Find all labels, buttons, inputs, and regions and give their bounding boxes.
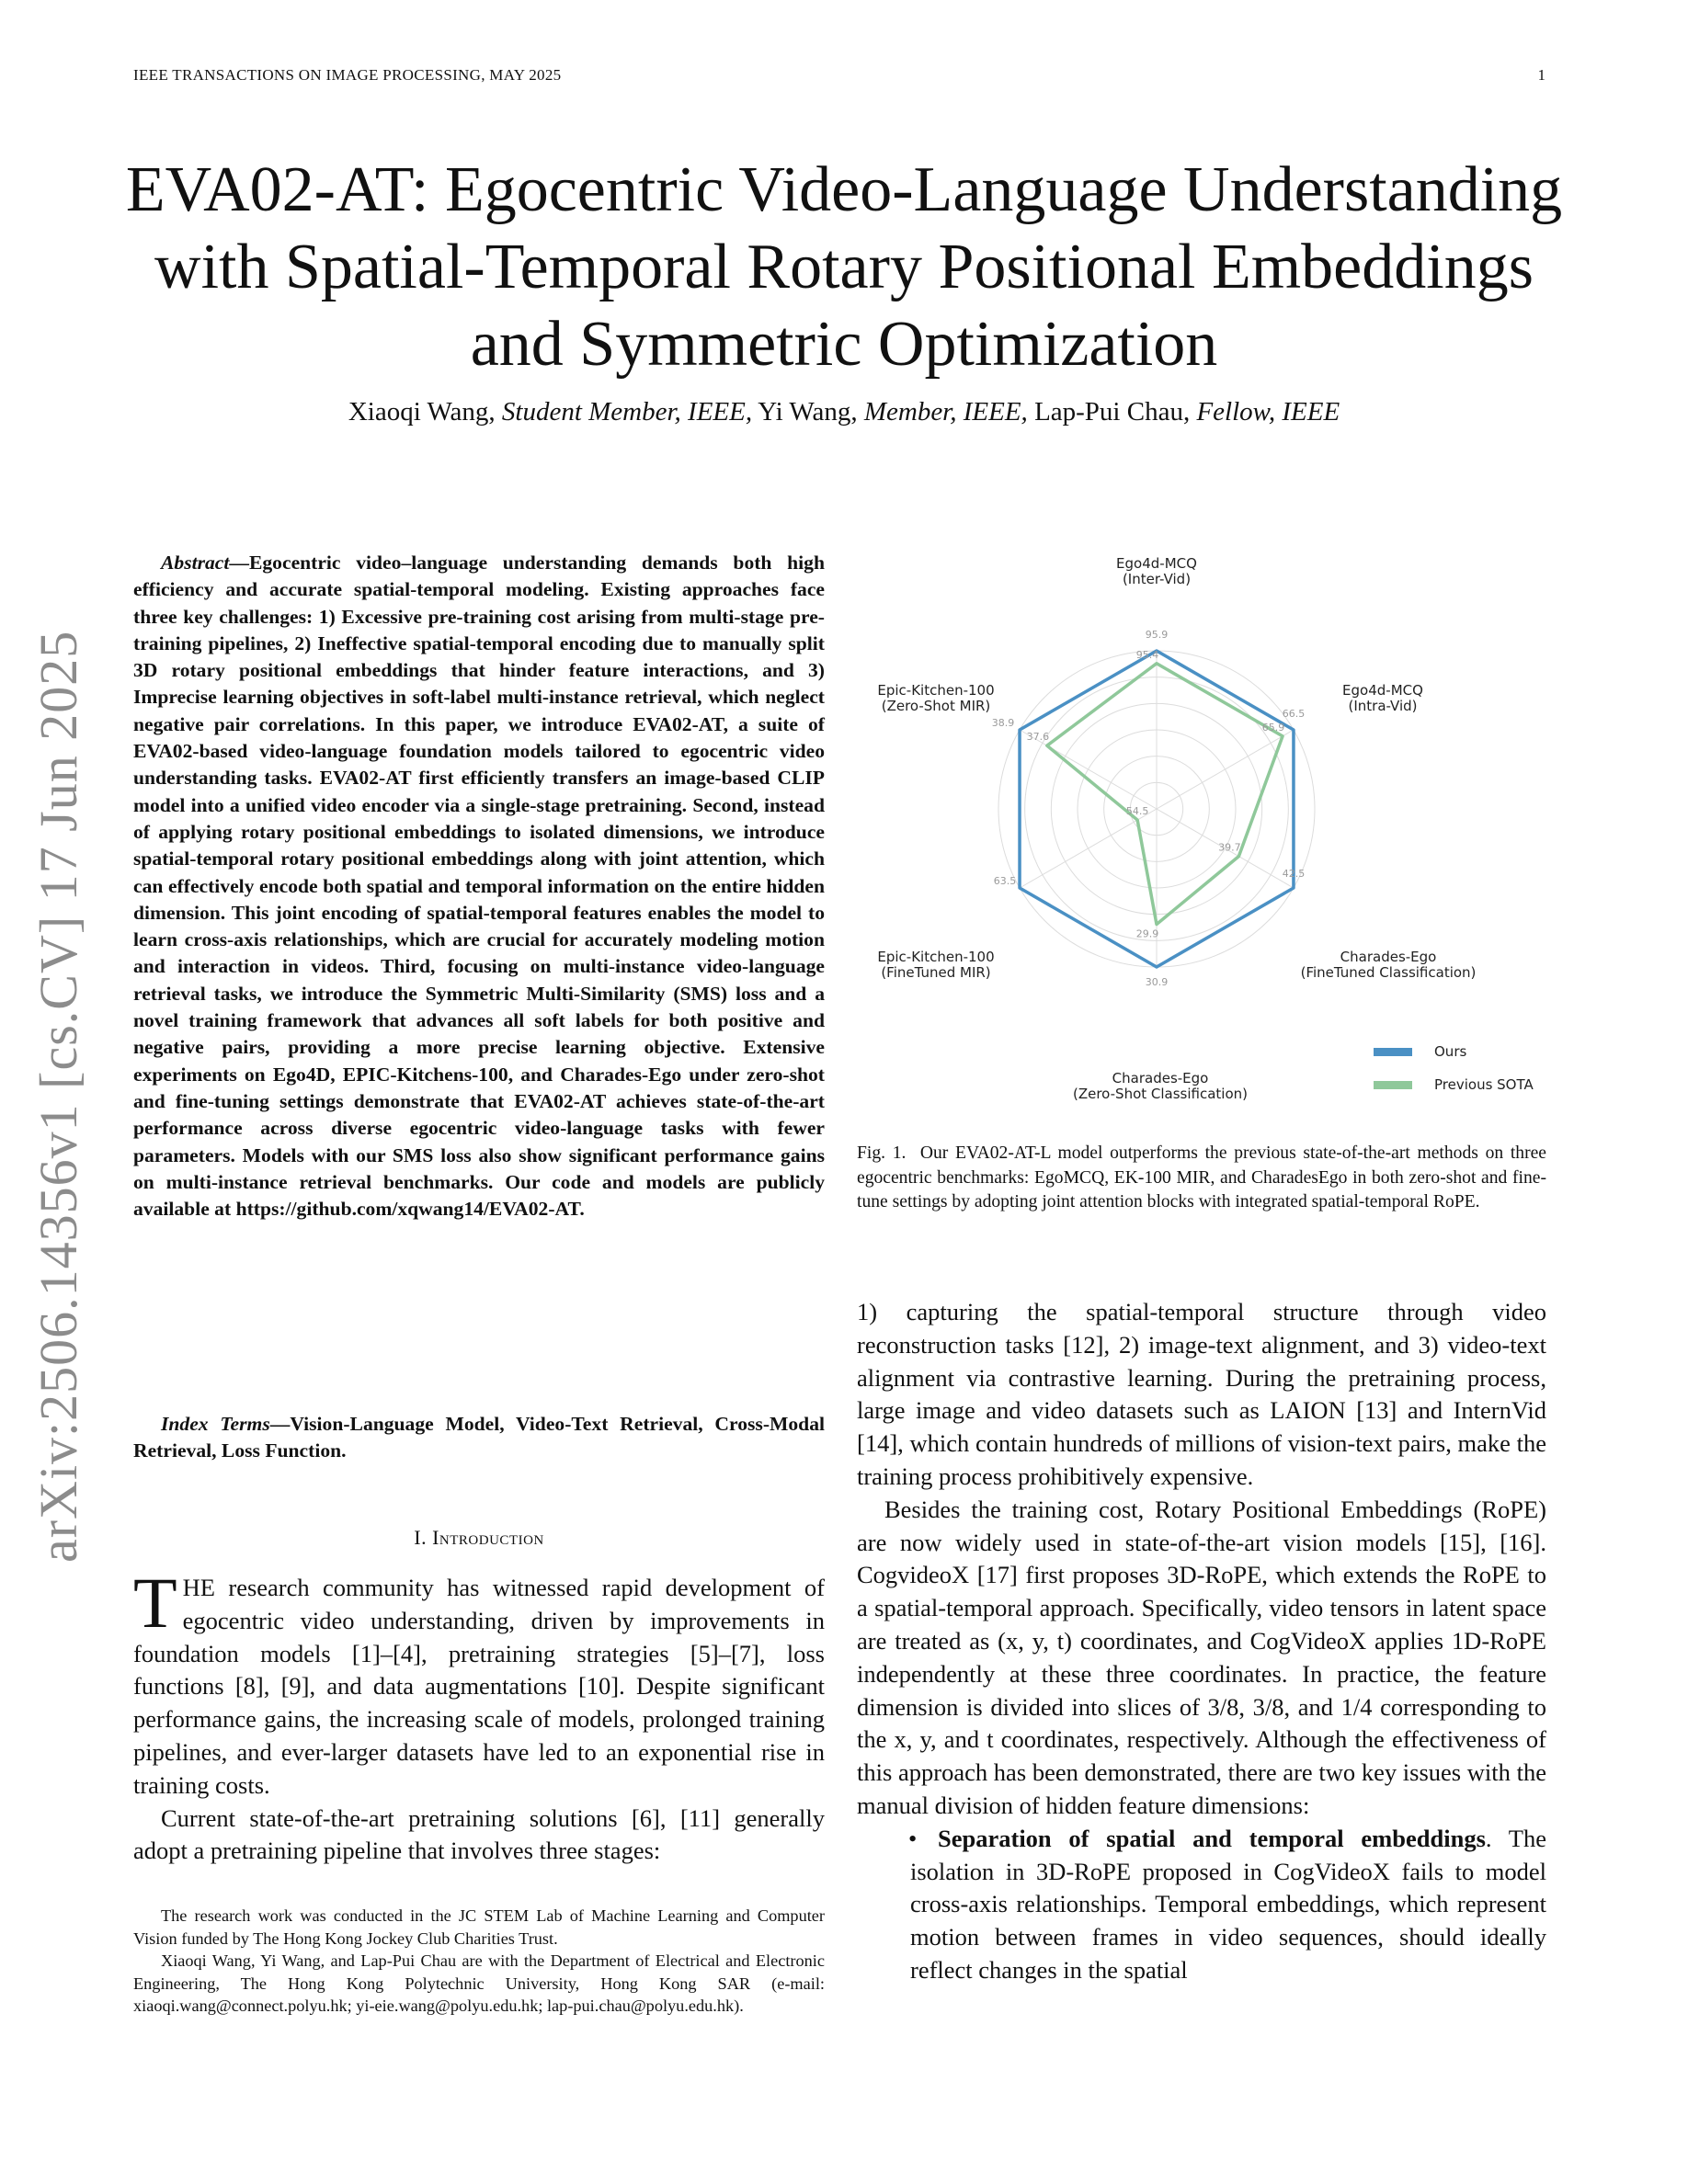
axis-label: Ego4d-MCQ [1342,682,1423,699]
abstract-text: —Egocentric video–language understanding demands both high efficiency and accurate spatial-temporal modeling. Existing approaches face three key challenges: 1) Excessive pre-training cost arising from multi-stage pre-training pipelines, 2) Ineffective spatial-temporal encoding due to manually split 3D rotary positional embeddings that hinder feature interactions, and 3) Imprecise learning objectives in soft-label multi-instance retrieval, which neglect negative pair correlations. In this paper, we introduce EVA02-AT, a suite of EVA02-based video-language foundation models tailored to egocentric video understanding tasks. EVA02-AT first efficiently transfers an image-based CLIP model into a unified video encoder via a single-stage pretraining. Second, instead of applying rotary positional embeddings to isolated dimensions, we introduce spatial-temporal rotary positional embeddings along with joint attention, which can effectively encode both spatial and temporal information on the entire hidden dimension. This joint encoding of spatial-temporal features enables the model to learn cross-axis relationships, which are crucial for accurately modeling motion and interaction in videos. Third, focusing on multi-instance video-language retrieval tasks, we introduce the Symmetric Multi-Similarity (SMS) loss and a novel training framework that advances all soft labels for both positive and negative pairs, providing a more precise learning objective. Extensive experiments on Ego4D, EPIC-Kitchens-100, and Charades-Ego under zero-shot and fine-tuning settings demonstrate that EVA02-AT achieves state-of-the-art performance across diverse egocentric video-language tasks with fewer parameters. Models with our SMS loss also show significant performance gains on multi-instance retrieval benchmarks. Our code and models are publicly available at https://github.com/xqwang14/EVA02-AT. [133,552,825,1221]
running-head: IEEE TRANSACTIONS ON IMAGE PROCESSING, MAY 2025 [133,66,562,84]
section-title: Introduction [432,1526,544,1549]
drop-cap: T [133,1563,177,1643]
previous-sota-value-label: 65.9 [1261,721,1285,734]
section-numeral: I. [414,1526,428,1549]
author-name: Lap-Pui Chau, [1034,397,1191,427]
intro-paragraph-1: HE research community has witnessed rapid development of egocentric video understanding, driven by improvements in foundation models [1]–[4], pretraining strategies [5]–[7], loss functions [8], [9], and data augmentations [10]. Despite significant performance gains, the increasing scale of models, prolonged training pipelines, and ever-larger datasets have led to an exponential rise in training costs. [133,1574,825,1799]
grid-spoke [1157,730,1294,809]
axis-label: (FineTuned MIR) [881,964,991,981]
caption-text: Our EVA02-AT-L model outperforms the previous state-of-the-art methods on three egocentric benchmarks: EgoMCQ, EK-100 MIR, and CharadesEgo in both zero-shot and fine-tune settings by adopting joint attention blocks with integrated spatial-temporal RoPE. [857,1143,1547,1211]
abstract-label: Abstract [161,552,230,574]
intro-paragraph-2: Current state-of-the-art pretraining solutions [6], [11] generally adopt a pretraining pipeline that involves three stages: [133,1803,825,1865]
axis-label: (FineTuned Classification) [1300,964,1477,981]
section-heading [133,1526,825,1550]
previous-sota-value-label: 29.9 [1135,927,1159,940]
bullet-heading: Separation of spatial and temporal embeddings [938,1824,1486,1852]
ours-value-label: 42.5 [1282,868,1306,880]
introduction-text [133,1563,825,1868]
footnote-affiliation: Xiaoqi Wang, Yi Wang, and Lap-Pui Chau are with the Department of Electrical and Electronic Engineering, The Hong Kong Polytechnic University, Hong Kong SAR (e-mail: xiaoqi.wang@connect.polyu.hk; yi-eie.wang@polyu.edu.hk; lap-pui.chau@polyu.edu.hk). [133,1951,825,2015]
previous-sota-value-label: 54.5 [1125,805,1149,818]
author-role: Fellow, IEEE [1196,397,1340,427]
axis-label: Ego4d-MCQ [1116,555,1197,572]
intro-paragraph [133,1563,825,1803]
axis-label: Epic-Kitchen-100 [877,682,995,699]
author-name: Yi Wang, [758,397,858,427]
previous-sota-value-label: 39.7 [1218,841,1241,854]
bullet-item [857,1823,1546,1987]
page-number: 1 [1537,66,1545,84]
radar-chart-figure [857,550,1546,1138]
figure-caption [857,1142,1546,1215]
legend-swatch [1374,1081,1412,1089]
ours-value-label: 63.5 [993,875,1017,887]
axis-label: (Inter-Vid) [1122,571,1192,587]
legend-label: Previous SOTA [1434,1076,1534,1093]
previous-sota-value-label: 37.6 [1026,731,1050,744]
index-terms-label: Index Terms [161,1413,270,1435]
footnote [133,1905,825,2018]
axis-label: (Intra-Vid) [1348,698,1418,714]
body-paragraph-1: 1) capturing the spatial-temporal structure through video reconstruction tasks [12], 2) image-text alignment, and 3) video-text alignment via contrastive learning. During the pretraining process, large image and video datasets such as LAION [13] and InternVid [14], which contain hundreds of millions of vision-text pairs, make the training process prohibitively expensive. [857,1298,1546,1490]
right-column-text [857,1296,1546,1987]
radar-chart [857,550,1546,1138]
author-role: Member, IEEE, [863,397,1028,427]
axis-label: Charades-Ego [1340,949,1437,965]
index-terms [133,1411,825,1465]
footnote-funding: The research work was conducted in the JC STEM Lab of Machine Learning and Computer Vision funded by The Hong Kong Jockey Club Charities Trust. [133,1906,825,1948]
author-list [110,397,1578,427]
ours-value-label: 38.9 [991,717,1015,729]
body-paragraph-2: Besides the training cost, Rotary Positional Embeddings (RoPE) are now widely used in state-of-the-art vision models [15], [16]. CogvideoX [17] first proposes 3D-RoPE, which extends the RoPE to a spatial-temporal approach. Specifically, video tensors in latent space are treated as (x, y, t) coordinates, and CogVideoX applies 1D-RoPE independently at these three coordinates. In practice, the feature dimension is divided into slices of 3/8, 3/8, and 1/4 corresponding to the x, y, and t coordinates, respectively. Although the effectiveness of this approach has been demonstrated, there are two key issues with the manual division of hidden feature dimensions: [857,1495,1546,1819]
axis-label: (Zero-Shot MIR) [881,698,991,714]
bullet-text: . The isolation in 3D-RoPE proposed in CogVideoX fails to model cross-axis relationships. Temporal embeddings, which represent motion between frames in video sequences, should ideally reflect changes in the spatial [910,1824,1546,1984]
index-terms-text: —Vision-Language Model, Video-Text Retrieval, Cross-Modal Retrieval, Loss Function. [133,1413,825,1462]
caption-label: Fig. 1. [857,1143,907,1163]
bullet-marker: • [908,1824,918,1852]
paper-title: EVA02-AT: Egocentric Video-Language Understanding with Spatial-Temporal Rotary Positional Embeddings and Symmetric Optimization [125,154,1563,380]
author-name: Xiaoqi Wang, [348,397,496,427]
axis-label: (Zero-Shot Classification) [1072,1086,1249,1102]
axis-label: Charades-Ego [1112,1070,1209,1086]
ours-value-label: 66.5 [1282,708,1306,720]
ours-value-label: 95.9 [1145,629,1169,641]
legend-label: Ours [1434,1043,1467,1060]
previous-sota-value-label: 95.4 [1135,648,1159,661]
arxiv-identifier: arXiv:2506.14356v1 [cs.CV] 17 Jun 2025 [29,630,88,1563]
axis-label: Epic-Kitchen-100 [877,949,995,965]
legend-swatch [1374,1048,1412,1056]
ours-value-label: 30.9 [1145,976,1169,988]
author-role: Student Member, IEEE, [501,397,753,427]
abstract [133,550,825,1223]
